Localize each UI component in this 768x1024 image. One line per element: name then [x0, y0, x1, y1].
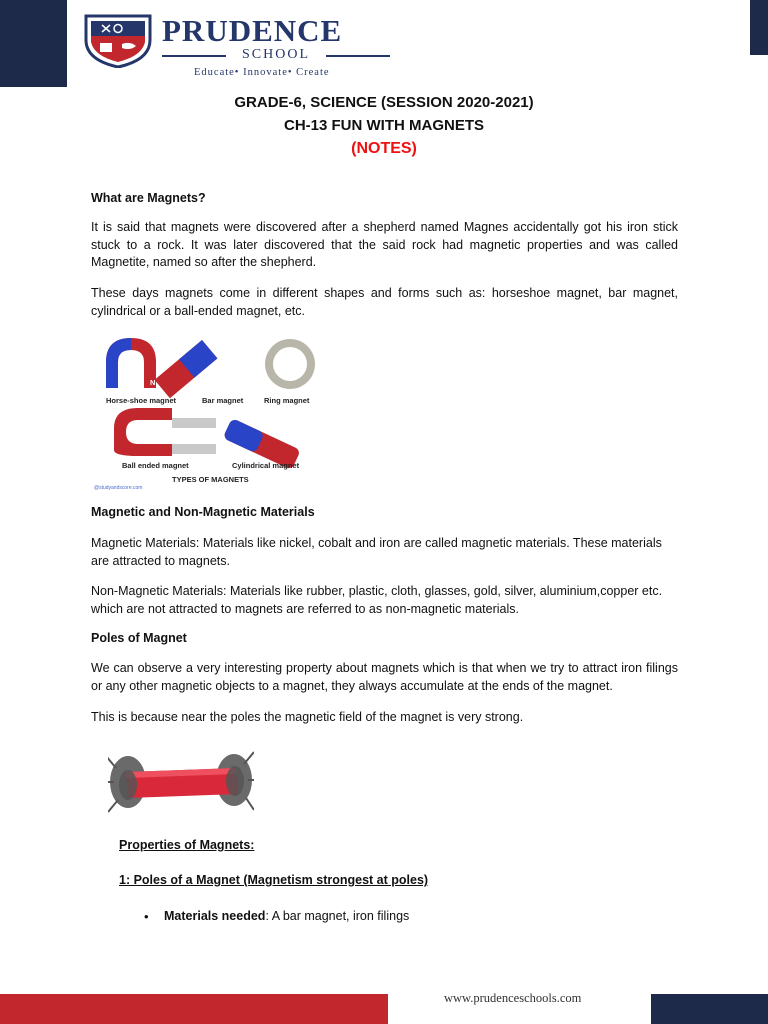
- materials-needed-label: Materials needed: [164, 909, 266, 923]
- footer-navy-bar: [651, 994, 768, 1024]
- heading-properties: Properties of Magnets:: [119, 838, 255, 852]
- label-ball-ended: Ball ended magnet: [122, 461, 189, 470]
- school-crest-icon: [82, 14, 154, 68]
- label-cylindrical: Cylindrical magnet: [232, 461, 300, 470]
- label-horseshoe: Horse-shoe magnet: [106, 396, 177, 405]
- paragraph-shapes: These days magnets come in different shapes and forms such as: horseshoe magnet, bar magnet, cylindrical or a ball-ended magnet, etc.: [91, 286, 678, 318]
- paragraph-poles-observation: We can observe a very interesting property about magnets which is that when we try to attract iron filings or any other magnetic objects to a magnet, they always accumulate at the ends of the magnet.: [91, 661, 678, 693]
- paragraph-magnetic-materials: Magnetic Materials: Materials like nickel, cobalt and iron are called magnetic materials. These materials are attracted to magnets.: [91, 536, 662, 568]
- header-corner-block: [0, 0, 67, 87]
- paragraph-discovery: It is said that magnets were discovered after a shepherd named Magnes accidentally got his iron stick stuck to a rock. It was later discovered that the said rock had magnetic properties and was called Magnetite, named so after the shepherd.: [91, 220, 678, 269]
- types-of-magnets-figure: [92, 332, 324, 492]
- heading-property-poles: 1: Poles of a Magnet (Magnetism strongest at poles): [119, 873, 429, 887]
- footer-url[interactable]: www.prudenceschools.com: [444, 991, 582, 1005]
- heading-what-are-magnets: What are Magnets?: [91, 191, 206, 205]
- figure-credit: @studyandscore.com: [94, 485, 143, 491]
- horseshoe-pole-n: N: [150, 378, 156, 387]
- label-bar: Bar magnet: [202, 396, 244, 405]
- header-corner-block-right: [750, 0, 768, 55]
- heading-materials: Magnetic and Non-Magnetic Materials: [91, 505, 315, 519]
- doc-title-notes: (NOTES): [351, 140, 417, 157]
- school-tagline: Educate• Innovate• Create: [194, 67, 330, 78]
- heading-poles: Poles of Magnet: [91, 631, 187, 645]
- paragraph-poles-field: This is because near the poles the magnetic field of the magnet is very strong.: [91, 710, 524, 724]
- school-sub-row: [162, 48, 390, 62]
- doc-title-chapter: CH-13 FUN WITH MAGNETS: [284, 117, 484, 134]
- materials-needed-text: : A bar magnet, iron filings: [265, 909, 410, 923]
- bullet-icon: •: [144, 909, 149, 924]
- paragraph-non-magnetic-materials: Non-Magnetic Materials: Materials like rubber, plastic, cloth, glasses, gold, silver, aluminium,copper etc. which are not attracted to magnets are referred to as non-magnetic materials.: [91, 584, 663, 616]
- horseshoe-pole-s: S: [100, 378, 106, 387]
- figure-caption: TYPES OF MAGNETS: [172, 475, 249, 484]
- school-name: PRUDENCE: [162, 13, 343, 48]
- school-logo: [82, 13, 392, 78]
- label-ring: Ring magnet: [264, 396, 310, 405]
- doc-title-grade: GRADE-6, SCIENCE (SESSION 2020-2021): [234, 94, 534, 111]
- school-sub-label: SCHOOL: [241, 47, 310, 62]
- footer-red-bar: [0, 994, 388, 1024]
- bar-magnet-iron-filings-image: [108, 742, 254, 820]
